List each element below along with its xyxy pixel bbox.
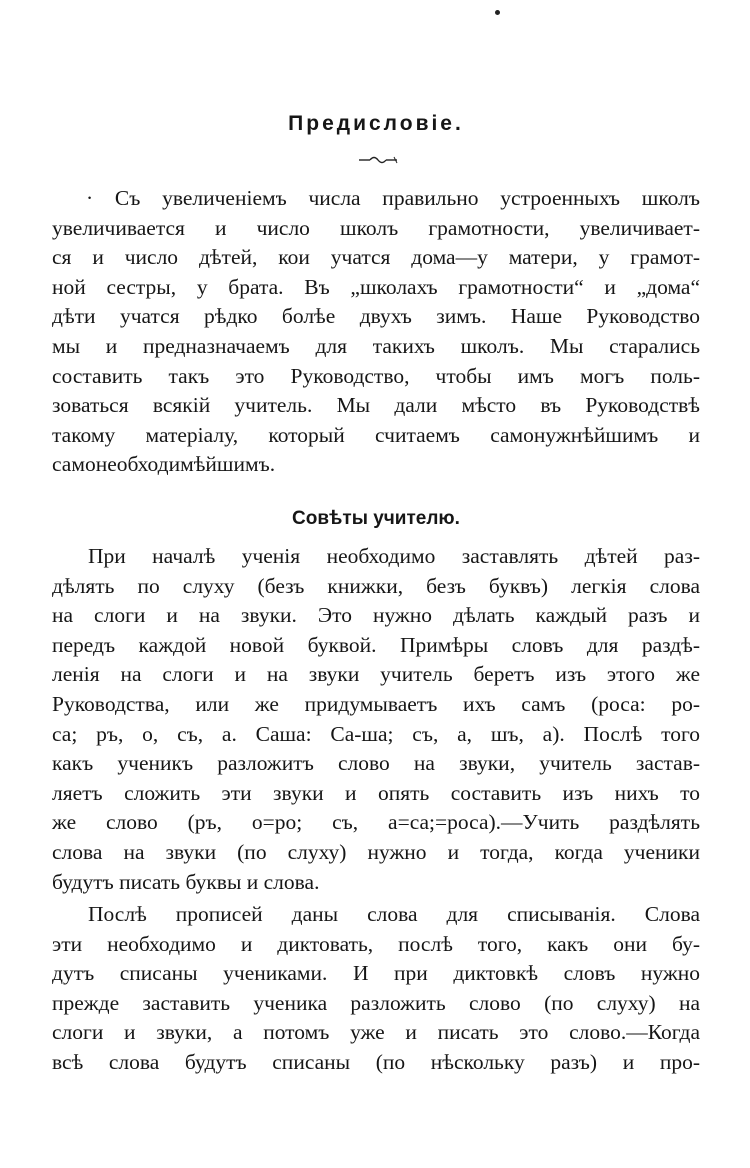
text-line: Руководства, или же придумываетъ ихъ самъ (роса: ро-: [52, 691, 700, 716]
advice-paragraph: [52, 542, 700, 897]
preface-paragraph: [52, 184, 700, 480]
text-line: какъ ученикъ разложитъ слово на звуки, учитель застав-: [52, 751, 700, 776]
copying-paragraph: [52, 900, 700, 1078]
text-line: · Съ увеличеніемъ числа правильно устроенныхъ школъ: [86, 186, 700, 210]
text-line: са; ръ, о, съ, а. Саша: Са-ша; съ, а, шъ, а). Послѣ того: [52, 721, 700, 746]
text-line: такому матеріалу, который считаемъ самонужнѣйшимъ и: [52, 422, 700, 447]
text-line: на слоги и на звуки. Это нужно дѣлать каждый разъ и: [52, 603, 700, 628]
text-line: увеличивается и число школъ грамотности, увеличивает-: [52, 215, 700, 240]
text-line: самонеобходимѣйшимъ.: [52, 452, 276, 477]
text-line: мы и предназначаемъ для такихъ школъ. Мы старались: [52, 333, 700, 358]
text-line: эти необходимо и диктовать, послѣ того, какъ они бу-: [52, 931, 700, 956]
text-line: зоваться всякій учитель. Мы дали мѣсто въ Руководствѣ: [52, 393, 700, 418]
text-line: прежде заставить ученика разложить слово (по слуху) на: [52, 990, 700, 1015]
text-line: ленія на слоги и на звуки учитель беретъ изъ этого же: [52, 662, 700, 687]
text-line: слоги и звуки, а потомъ уже и писать это слово.—Когда: [52, 1020, 700, 1045]
text-line: ся и число дѣтей, кои учатся дома—у матери, у грамот-: [52, 245, 700, 270]
page-title: Предисловіе.: [288, 112, 464, 135]
text-line: ной сестры, у брата. Въ „школахъ грамотности“ и „дома“: [52, 274, 700, 299]
decorative-dash-ornament-icon: [358, 152, 398, 166]
text-line: слова на звуки (по слуху) нужно и тогда, когда ученики: [52, 839, 700, 864]
text-line: При началѣ ученія необходимо заставлять дѣтей раз-: [88, 544, 700, 568]
text-line: Послѣ прописей даны слова для списыванія. Слова: [88, 902, 700, 926]
text-line: же слово (ръ, о=ро; съ, а=са;=роса).—Учить раздѣлять: [52, 810, 700, 835]
text-line: дѣлять по слуху (безъ книжки, безъ буквъ) легкія слова: [52, 573, 700, 598]
book-page: [52, 0, 700, 1168]
text-line: всѣ слова будутъ списаны (по нѣскольку разъ) и про-: [52, 1049, 700, 1074]
text-line: дѣти учатся рѣдко болѣе двухъ зимъ. Наше Руководство: [52, 304, 700, 329]
text-line: ляетъ сложить эти звуки и опять составить изъ нихъ то: [52, 780, 700, 805]
text-line: составить такъ это Руководство, чтобы имъ могъ поль-: [52, 363, 700, 388]
text-line: передъ каждой новой буквой. Примѣры словъ для раздѣ-: [52, 632, 700, 657]
printer-mark-dot: [495, 10, 500, 15]
text-line: будутъ писать буквы и слова.: [52, 869, 320, 894]
section-heading: Совѣты учителю.: [292, 508, 460, 529]
text-line: дутъ списаны учениками. И при диктовкѣ словъ нужно: [52, 961, 700, 986]
